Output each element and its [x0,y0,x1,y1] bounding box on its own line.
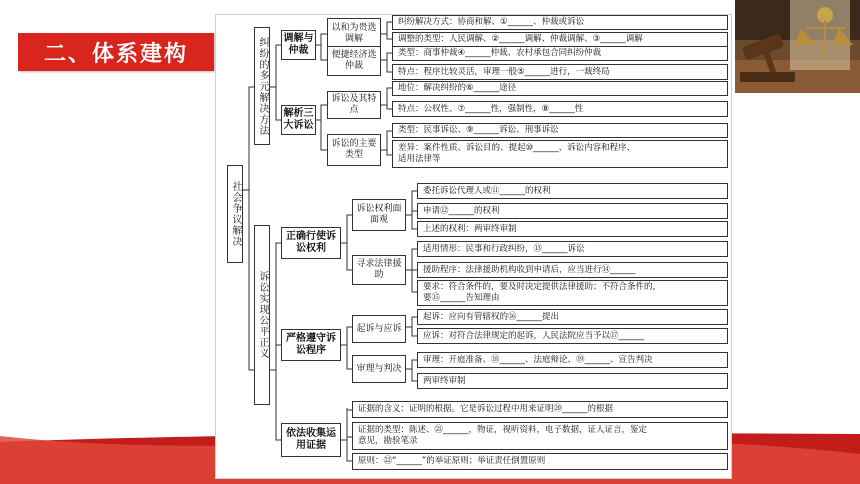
node-trial-judgment: 审理与判决 [352,355,406,383]
node-rights-overview: 诉讼权利面面观 [352,199,406,231]
node-litigation-features: 诉讼及其特点 [327,91,381,119]
leaf-20: 证据的类型：陈述、㉑______，物证，视听资料，电子数据，证人证言，鉴定 意见，勘验笔录 [352,422,728,450]
leaf-12: 适用情形：民事和行政纠纷，⑬______诉讼 [417,241,728,257]
node-mediation-arbitration: 调解与仲裁 [281,30,316,60]
leaf-10: 申请⑫______的权利 [417,203,728,219]
leaf-18: 两审终审制 [417,373,728,389]
node-three-lawsuits: 解析三大诉讼 [281,105,316,135]
leaf-5: 地位：解决纠纷的⑥______途径 [392,81,728,96]
leaf-17: 审理：开庭准备、⑱______、法庭辩论、⑲______、宣告判决 [417,352,728,368]
node-evidence: 依法收集运用证据 [281,423,341,457]
leaf-8: 差异：案件性质、诉讼目的、提起⑩______、诉讼内容和程序、 适用法律等 [392,140,728,168]
leaf-3: 类型：商事仲裁④______仲裁、农村承包合同纠纷仲裁 [392,46,728,61]
node-mediation: 以和为贵选调解 [327,18,381,50]
leaf-4: 特点：程序比较灵活，审理一般⑤______进行，一裁终局 [392,64,728,80]
section-title: 二、体系建构 [18,33,214,71]
leaf-15: 起诉：应向有管辖权的⑯______提出 [417,309,728,325]
leaf-6: 特点：公权性、⑦______性，强制性，⑧______性 [392,101,728,117]
leaf-11: 上述的权利：两审终审制 [417,221,728,237]
node-litigation-rights: 正确行使诉讼权利 [281,227,341,259]
leaf-19: 证据的含义：证明的根据。它是诉讼过程中用来证明⑳______的根据 [352,401,728,418]
node-litigation-procedure: 严格遵守诉讼程序 [281,329,341,361]
node-arbitration: 便捷经济选仲裁 [327,46,381,76]
leaf-13: 援助程序：法律援助机构收到申请后，应当进行⑭______ [417,262,728,278]
leaf-9: 委托诉讼代理人或⑪______的权利 [417,183,728,199]
leaf-16: 应诉：对符合法律规定的起诉，人民法院应当予以⑰______ [417,328,728,344]
leaf-14: 要求：符合条件的，要及时决定提供法律援助；不符合条件的， 要⑮______告知理由 [417,280,728,306]
root-node: 社会争议解决 [227,165,243,263]
branch-node-fair-justice: 诉讼实现公平正义 [254,225,270,405]
node-litigation-types: 诉讼的主要类型 [327,134,381,166]
leaf-21: 原则：㉒“______”的举证原则；举证责任倒置原则 [352,453,728,470]
leaf-7: 类型：民事诉讼、⑨______诉讼、刑事诉讼 [392,123,728,138]
leaf-2: 调整的类型：人民调解、②______调解、仲裁调解、③______调解 [392,32,728,47]
node-sue-respond: 起诉与应诉 [352,315,406,343]
branch-node-dispute-methods: 纠纷的多元解决方法 [254,27,270,145]
gavel-scales-icon [735,0,860,93]
concept-map-sheet [215,14,732,479]
leaf-1: 纠纷解决方式：协商和解、①______、仲裁或诉讼 [392,15,728,30]
node-legal-aid: 寻求法律援助 [352,255,406,285]
